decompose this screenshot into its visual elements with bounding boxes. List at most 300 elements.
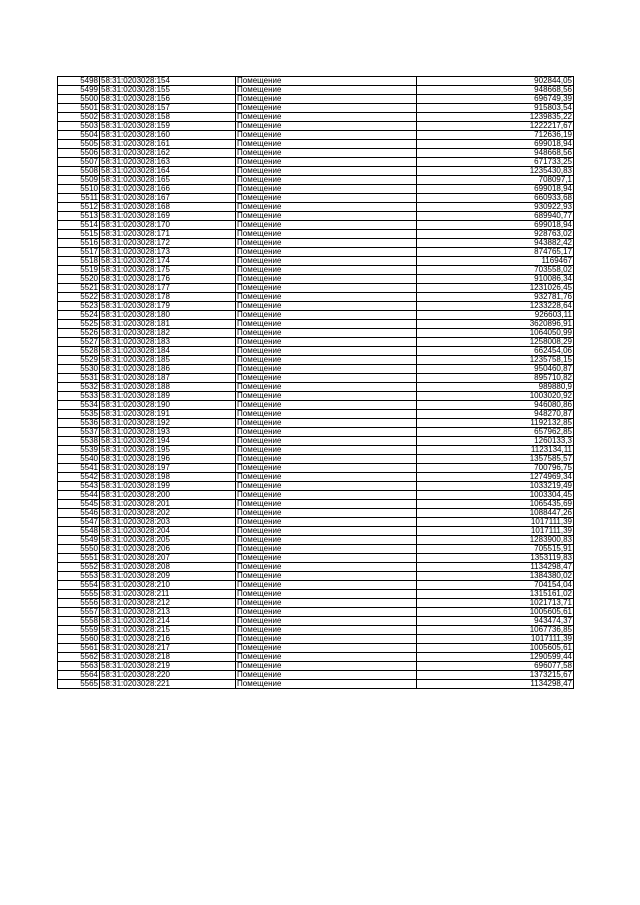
object-type: Помещение: [236, 590, 417, 599]
object-type: Помещение: [236, 563, 417, 572]
cadastral-value: 928763,02: [417, 230, 574, 239]
table-row: [58, 599, 574, 608]
table-row: [58, 176, 574, 185]
cadastral-number: 58:31:0203028:164: [100, 167, 236, 176]
table-row: [58, 635, 574, 644]
row-number: 5519: [58, 266, 100, 275]
row-number: 5517: [58, 248, 100, 257]
row-number: 5541: [58, 464, 100, 473]
row-number: 5511: [58, 194, 100, 203]
row-number: 5544: [58, 491, 100, 500]
row-number: 5515: [58, 230, 100, 239]
cadastral-value: 1290599,44: [417, 653, 574, 662]
table-row: [58, 617, 574, 626]
row-number: 5499: [58, 86, 100, 95]
cadastral-value: 1315161,02: [417, 590, 574, 599]
cadastral-value: 662454,06: [417, 347, 574, 356]
table-row: [58, 473, 574, 482]
cadastral-number: 58:31:0203028:191: [100, 410, 236, 419]
table-row: [58, 158, 574, 167]
cadastral-value: 930922,93: [417, 203, 574, 212]
row-number: 5551: [58, 554, 100, 563]
table-row: [58, 149, 574, 158]
object-type: Помещение: [236, 356, 417, 365]
cadastral-value: 950460,87: [417, 365, 574, 374]
cadastral-value: 3620896,91: [417, 320, 574, 329]
cadastral-number: 58:31:0203028:176: [100, 275, 236, 284]
table-row: [58, 329, 574, 338]
cadastral-number: 58:31:0203028:213: [100, 608, 236, 617]
object-type: Помещение: [236, 176, 417, 185]
row-number: 5501: [58, 104, 100, 113]
cadastral-number: 58:31:0203028:161: [100, 140, 236, 149]
row-number: 5542: [58, 473, 100, 482]
cadastral-number: 58:31:0203028:175: [100, 266, 236, 275]
row-number: 5559: [58, 626, 100, 635]
cadastral-value: 696749,39: [417, 95, 574, 104]
cadastral-number: 58:31:0203028:156: [100, 95, 236, 104]
row-number: 5537: [58, 428, 100, 437]
cadastral-value: 1235430,83: [417, 167, 574, 176]
table-row: [58, 518, 574, 527]
cadastral-number: 58:31:0203028:173: [100, 248, 236, 257]
row-number: 5543: [58, 482, 100, 491]
object-type: Помещение: [236, 599, 417, 608]
cadastral-value: 699018,94: [417, 221, 574, 230]
cadastral-value: 1274969,34: [417, 473, 574, 482]
object-type: Помещение: [236, 95, 417, 104]
cadastral-number: 58:31:0203028:179: [100, 302, 236, 311]
row-number: 5532: [58, 383, 100, 392]
table-row: [58, 95, 574, 104]
object-type: Помещение: [236, 455, 417, 464]
table-row: [58, 284, 574, 293]
cadastral-number: 58:31:0203028:162: [100, 149, 236, 158]
row-number: 5535: [58, 410, 100, 419]
object-type: Помещение: [236, 104, 417, 113]
object-type: Помещение: [236, 608, 417, 617]
table-row: [58, 509, 574, 518]
table-row: [58, 401, 574, 410]
cadastral-number: 58:31:0203028:217: [100, 644, 236, 653]
cadastral-value: 704154,04: [417, 581, 574, 590]
cadastral-number: 58:31:0203028:210: [100, 581, 236, 590]
table-row: [58, 500, 574, 509]
cadastral-number: 58:31:0203028:168: [100, 203, 236, 212]
object-type: Помещение: [236, 167, 417, 176]
row-number: 5524: [58, 311, 100, 320]
table-row: [58, 392, 574, 401]
object-type: Помещение: [236, 428, 417, 437]
cadastral-number: 58:31:0203028:218: [100, 653, 236, 662]
table-row: [58, 347, 574, 356]
cadastral-value: 926603,11: [417, 311, 574, 320]
object-type: Помещение: [236, 248, 417, 257]
cadastral-number: 58:31:0203028:180: [100, 311, 236, 320]
row-number: 5518: [58, 257, 100, 266]
cadastral-number: 58:31:0203028:167: [100, 194, 236, 203]
cadastral-number: 58:31:0203028:206: [100, 545, 236, 554]
object-type: Помещение: [236, 536, 417, 545]
cadastral-value: 699018,94: [417, 185, 574, 194]
row-number: 5523: [58, 302, 100, 311]
cadastral-value: 1067736,85: [417, 626, 574, 635]
row-number: 5549: [58, 536, 100, 545]
object-type: Помещение: [236, 464, 417, 473]
object-type: Помещение: [236, 86, 417, 95]
cadastral-value: 703558,02: [417, 266, 574, 275]
row-number: 5560: [58, 635, 100, 644]
object-type: Помещение: [236, 257, 417, 266]
table-row: [58, 644, 574, 653]
cadastral-value: 705515,91: [417, 545, 574, 554]
cadastral-number: 58:31:0203028:198: [100, 473, 236, 482]
table-row: [58, 374, 574, 383]
object-type: Помещение: [236, 185, 417, 194]
cadastral-number: 58:31:0203028:219: [100, 662, 236, 671]
cadastral-number: 58:31:0203028:190: [100, 401, 236, 410]
object-type: Помещение: [236, 500, 417, 509]
object-type: Помещение: [236, 131, 417, 140]
table-row: [58, 554, 574, 563]
object-type: Помещение: [236, 311, 417, 320]
cadastral-value: 948668,56: [417, 149, 574, 158]
cadastral-number: 58:31:0203028:216: [100, 635, 236, 644]
table-row: [58, 455, 574, 464]
cadastral-number: 58:31:0203028:188: [100, 383, 236, 392]
object-type: Помещение: [236, 203, 417, 212]
table-row: [58, 293, 574, 302]
table-row: [58, 167, 574, 176]
row-number: 5533: [58, 392, 100, 401]
table-row: [58, 203, 574, 212]
row-number: 5550: [58, 545, 100, 554]
table-row: [58, 104, 574, 113]
row-number: 5558: [58, 617, 100, 626]
table-row: [58, 491, 574, 500]
cadastral-number: 58:31:0203028:163: [100, 158, 236, 167]
cadastral-value: 1384380,02: [417, 572, 574, 581]
table-row: [58, 590, 574, 599]
cadastral-number: 58:31:0203028:205: [100, 536, 236, 545]
cadastral-value: 1233228,64: [417, 302, 574, 311]
cadastral-number: 58:31:0203028:184: [100, 347, 236, 356]
table-row: [58, 608, 574, 617]
table-row: [58, 482, 574, 491]
row-number: 5561: [58, 644, 100, 653]
cadastral-value: 1239835,22: [417, 113, 574, 122]
cadastral-value: 1235758,15: [417, 356, 574, 365]
object-type: Помещение: [236, 347, 417, 356]
row-number: 5498: [58, 77, 100, 86]
cadastral-value: 657962,85: [417, 428, 574, 437]
object-type: Помещение: [236, 329, 417, 338]
row-number: 5529: [58, 356, 100, 365]
object-type: Помещение: [236, 662, 417, 671]
table-row: [58, 653, 574, 662]
cadastral-value: 1134298,47: [417, 563, 574, 572]
table-row: [58, 185, 574, 194]
cadastral-value: 712636,19: [417, 131, 574, 140]
row-number: 5528: [58, 347, 100, 356]
object-type: Помещение: [236, 473, 417, 482]
row-number: 5563: [58, 662, 100, 671]
cadastral-value: 902844,05: [417, 77, 574, 86]
object-type: Помещение: [236, 410, 417, 419]
table-row: [58, 527, 574, 536]
table-row: [58, 446, 574, 455]
registry-table-body: [58, 77, 574, 689]
table-row: [58, 581, 574, 590]
row-number: 5555: [58, 590, 100, 599]
object-type: Помещение: [236, 293, 417, 302]
cadastral-value: 910086,34: [417, 275, 574, 284]
cadastral-value: 1017111,39: [417, 635, 574, 644]
table-row: [58, 626, 574, 635]
cadastral-value: 699018,94: [417, 140, 574, 149]
object-type: Помещение: [236, 194, 417, 203]
cadastral-value: 689940,77: [417, 212, 574, 221]
row-number: 5554: [58, 581, 100, 590]
object-type: Помещение: [236, 482, 417, 491]
table-row: [58, 248, 574, 257]
cadastral-value: 671733,25: [417, 158, 574, 167]
cadastral-value: 1123134,11: [417, 446, 574, 455]
object-type: Помещение: [236, 437, 417, 446]
object-type: Помещение: [236, 671, 417, 680]
cadastral-value: 1260133,3: [417, 437, 574, 446]
cadastral-number: 58:31:0203028:201: [100, 500, 236, 509]
object-type: Помещение: [236, 581, 417, 590]
table-row: [58, 662, 574, 671]
row-number: 5526: [58, 329, 100, 338]
cadastral-value: 1017111,39: [417, 518, 574, 527]
object-type: Помещение: [236, 635, 417, 644]
row-number: 5557: [58, 608, 100, 617]
cadastral-value: 1003020,92: [417, 392, 574, 401]
table-row: [58, 338, 574, 347]
cadastral-number: 58:31:0203028:169: [100, 212, 236, 221]
row-number: 5512: [58, 203, 100, 212]
object-type: Помещение: [236, 527, 417, 536]
row-number: 5530: [58, 365, 100, 374]
cadastral-value: 1021713,71: [417, 599, 574, 608]
cadastral-number: 58:31:0203028:220: [100, 671, 236, 680]
object-type: Помещение: [236, 284, 417, 293]
row-number: 5553: [58, 572, 100, 581]
cadastral-number: 58:31:0203028:204: [100, 527, 236, 536]
object-type: Помещение: [236, 275, 417, 284]
row-number: 5545: [58, 500, 100, 509]
row-number: 5504: [58, 131, 100, 140]
object-type: Помещение: [236, 545, 417, 554]
object-type: Помещение: [236, 230, 417, 239]
row-number: 5539: [58, 446, 100, 455]
row-number: 5503: [58, 122, 100, 131]
cadastral-number: 58:31:0203028:209: [100, 572, 236, 581]
cadastral-value: 1064050,99: [417, 329, 574, 338]
object-type: Помещение: [236, 158, 417, 167]
row-number: 5510: [58, 185, 100, 194]
row-number: 5509: [58, 176, 100, 185]
cadastral-value: 1283900,83: [417, 536, 574, 545]
cadastral-value: 1222217,67: [417, 122, 574, 131]
row-number: 5531: [58, 374, 100, 383]
table-row: [58, 194, 574, 203]
object-type: Помещение: [236, 374, 417, 383]
cadastral-value: 1033219,49: [417, 482, 574, 491]
cadastral-value: 948270,87: [417, 410, 574, 419]
row-number: 5500: [58, 95, 100, 104]
cadastral-value: 700796,75: [417, 464, 574, 473]
cadastral-value: 1169467: [417, 257, 574, 266]
cadastral-number: 58:31:0203028:177: [100, 284, 236, 293]
cadastral-value: 943882,42: [417, 239, 574, 248]
cadastral-value: 1357585,57: [417, 455, 574, 464]
cadastral-number: 58:31:0203028:207: [100, 554, 236, 563]
table-row: [58, 428, 574, 437]
cadastral-value: 948668,56: [417, 86, 574, 95]
object-type: Помещение: [236, 221, 417, 230]
cadastral-value: 1088447,26: [417, 509, 574, 518]
cadastral-number: 58:31:0203028:181: [100, 320, 236, 329]
table-row: [58, 365, 574, 374]
object-type: Помещение: [236, 320, 417, 329]
cadastral-number: 58:31:0203028:208: [100, 563, 236, 572]
object-type: Помещение: [236, 392, 417, 401]
cadastral-number: 58:31:0203028:160: [100, 131, 236, 140]
row-number: 5562: [58, 653, 100, 662]
cadastral-number: 58:31:0203028:159: [100, 122, 236, 131]
row-number: 5514: [58, 221, 100, 230]
cadastral-number: 58:31:0203028:170: [100, 221, 236, 230]
table-row: [58, 563, 574, 572]
cadastral-value: 1005605,61: [417, 608, 574, 617]
cadastral-number: 58:31:0203028:157: [100, 104, 236, 113]
object-type: Помещение: [236, 140, 417, 149]
row-number: 5506: [58, 149, 100, 158]
table-row: [58, 230, 574, 239]
object-type: Помещение: [236, 446, 417, 455]
object-type: Помещение: [236, 644, 417, 653]
row-number: 5516: [58, 239, 100, 248]
object-type: Помещение: [236, 419, 417, 428]
object-type: Помещение: [236, 653, 417, 662]
cadastral-value: 708097,1: [417, 176, 574, 185]
cadastral-value: 1231026,45: [417, 284, 574, 293]
object-type: Помещение: [236, 122, 417, 131]
table-row: [58, 131, 574, 140]
cadastral-value: 1003304,45: [417, 491, 574, 500]
table-row: [58, 266, 574, 275]
cadastral-number: 58:31:0203028:187: [100, 374, 236, 383]
cadastral-number: 58:31:0203028:212: [100, 599, 236, 608]
cadastral-number: 58:31:0203028:165: [100, 176, 236, 185]
cadastral-number: 58:31:0203028:171: [100, 230, 236, 239]
object-type: Помещение: [236, 491, 417, 500]
object-type: Помещение: [236, 680, 417, 689]
cadastral-number: 58:31:0203028:166: [100, 185, 236, 194]
row-number: 5521: [58, 284, 100, 293]
cadastral-value: 989880,9: [417, 383, 574, 392]
row-number: 5564: [58, 671, 100, 680]
cadastral-number: 58:31:0203028:155: [100, 86, 236, 95]
table-row: [58, 464, 574, 473]
row-number: 5513: [58, 212, 100, 221]
table-row: [58, 545, 574, 554]
object-type: Помещение: [236, 149, 417, 158]
cadastral-number: 58:31:0203028:202: [100, 509, 236, 518]
cadastral-value: 874765,17: [417, 248, 574, 257]
table-row: [58, 77, 574, 86]
table-row: [58, 356, 574, 365]
cadastral-value: 1373215,67: [417, 671, 574, 680]
cadastral-value: 1353119,83: [417, 554, 574, 563]
cadastral-value: 915803,54: [417, 104, 574, 113]
row-number: 5547: [58, 518, 100, 527]
object-type: Помещение: [236, 509, 417, 518]
row-number: 5525: [58, 320, 100, 329]
table-row: [58, 437, 574, 446]
table-row: [58, 86, 574, 95]
object-type: Помещение: [236, 266, 417, 275]
object-type: Помещение: [236, 113, 417, 122]
table-row: [58, 671, 574, 680]
cadastral-number: 58:31:0203028:172: [100, 239, 236, 248]
cadastral-number: 58:31:0203028:186: [100, 365, 236, 374]
cadastral-value: 946080,86: [417, 401, 574, 410]
cadastral-number: 58:31:0203028:211: [100, 590, 236, 599]
table-row: [58, 680, 574, 689]
cadastral-number: 58:31:0203028:214: [100, 617, 236, 626]
cadastral-value: 1005605,61: [417, 644, 574, 653]
row-number: 5536: [58, 419, 100, 428]
cadastral-value: 895710,82: [417, 374, 574, 383]
object-type: Помещение: [236, 401, 417, 410]
cadastral-number: 58:31:0203028:192: [100, 419, 236, 428]
table-row: [58, 140, 574, 149]
row-number: 5502: [58, 113, 100, 122]
table-row: [58, 302, 574, 311]
table-row: [58, 572, 574, 581]
table-row: [58, 122, 574, 131]
table-row: [58, 311, 574, 320]
row-number: 5522: [58, 293, 100, 302]
cadastral-number: 58:31:0203028:199: [100, 482, 236, 491]
row-number: 5527: [58, 338, 100, 347]
table-row: [58, 221, 574, 230]
object-type: Помещение: [236, 212, 417, 221]
row-number: 5508: [58, 167, 100, 176]
cadastral-value: 660933,68: [417, 194, 574, 203]
row-number: 5540: [58, 455, 100, 464]
table-row: [58, 239, 574, 248]
cadastral-number: 58:31:0203028:221: [100, 680, 236, 689]
row-number: 5507: [58, 158, 100, 167]
cadastral-number: 58:31:0203028:215: [100, 626, 236, 635]
cadastral-value: 1017111,39: [417, 527, 574, 536]
cadastral-value: 1258008,29: [417, 338, 574, 347]
row-number: 5505: [58, 140, 100, 149]
row-number: 5548: [58, 527, 100, 536]
row-number: 5538: [58, 437, 100, 446]
object-type: Помещение: [236, 572, 417, 581]
object-type: Помещение: [236, 518, 417, 527]
cadastral-number: 58:31:0203028:197: [100, 464, 236, 473]
cadastral-number: 58:31:0203028:203: [100, 518, 236, 527]
cadastral-value: 696077,58: [417, 662, 574, 671]
table-row: [58, 320, 574, 329]
